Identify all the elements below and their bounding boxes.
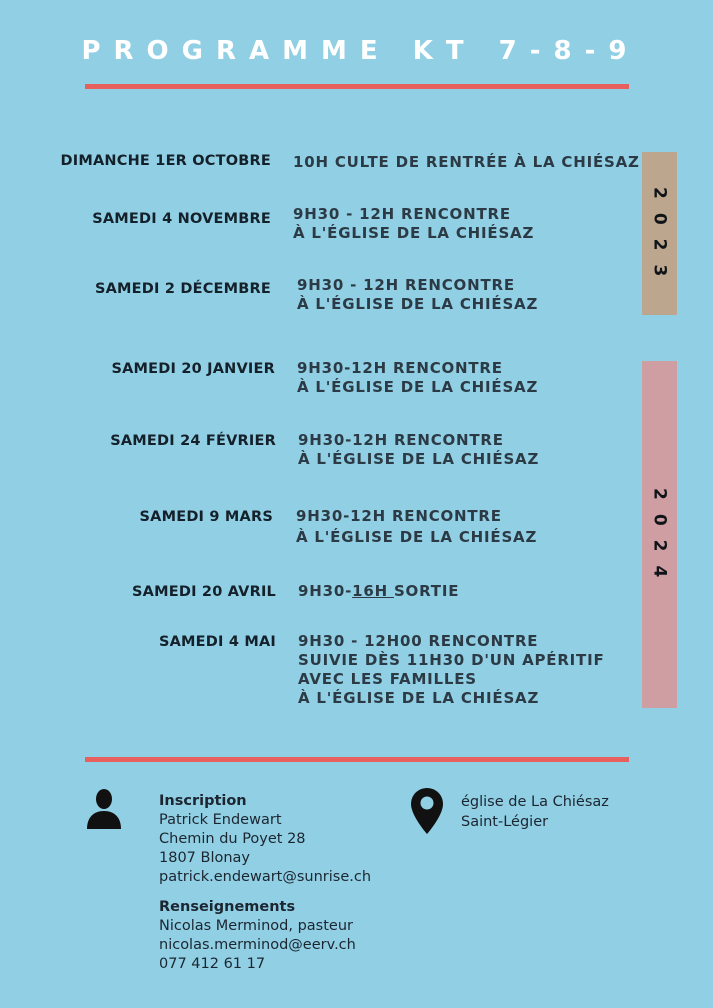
inscription-heading: Inscription — [159, 793, 247, 809]
event-description — [298, 431, 539, 469]
contact-block — [159, 792, 371, 974]
inscription-street: Chemin du Poyet 28 — [159, 831, 306, 847]
event-description — [296, 506, 537, 548]
event-line: 10H CULTE DE RENTRÉE À LA CHIÉSAZ — [293, 153, 640, 171]
location-name: église de La Chiésaz — [461, 794, 609, 810]
event-line: 9H30-12H RENCONTRE — [297, 359, 503, 377]
inscription-city: 1807 Blonay — [159, 850, 251, 866]
event-date: SAMEDI 20 JANVIER — [111, 361, 275, 377]
event-line: À L'ÉGLISE DE LA CHIÉSAZ — [293, 224, 535, 242]
event-description — [293, 153, 640, 172]
event-date: SAMEDI 24 FÉVRIER — [110, 433, 276, 449]
event-line: SORTIE — [393, 582, 460, 600]
event-line: 16H — [352, 582, 394, 600]
event-line: À L'ÉGLISE DE LA CHIÉSAZ — [297, 295, 539, 313]
location-block — [461, 792, 609, 832]
event-description — [293, 205, 534, 243]
info-email[interactable]: nicolas.merminod@eerv.ch — [159, 937, 356, 953]
event-description — [298, 582, 459, 601]
event-date: SAMEDI 4 MAI — [158, 634, 276, 650]
event-description — [297, 359, 538, 397]
event-line: SUIVIE DÈS 11H30 D'UN APÉRITIF — [298, 651, 605, 669]
year-bar-2024 — [642, 361, 677, 708]
event-line: 9H30 - 12H00 RENCONTRE — [298, 632, 539, 650]
event-date: SAMEDI 20 AVRIL — [132, 584, 276, 600]
event-description — [298, 632, 605, 708]
event-line: À L'ÉGLISE DE LA CHIÉSAZ — [298, 689, 540, 707]
event-date: SAMEDI 9 MARS — [139, 509, 273, 525]
year-label: 2024 — [649, 487, 670, 592]
location-city: Saint-Légier — [461, 814, 549, 830]
inscription-email[interactable]: patrick.endewart@sunrise.ch — [159, 869, 372, 885]
event-line: 9H30 - 12H RENCONTRE — [297, 276, 515, 294]
event-line: À L'ÉGLISE DE LA CHIÉSAZ — [298, 450, 540, 468]
year-bar-2023 — [642, 152, 677, 315]
event-line: À L'ÉGLISE DE LA CHIÉSAZ — [296, 528, 538, 546]
event-description — [297, 276, 538, 314]
person-icon — [86, 789, 122, 829]
event-line: 9H30-12H RENCONTRE — [298, 431, 504, 449]
event-line: 9H30 - 12H RENCONTRE — [293, 205, 511, 223]
bottom-divider — [85, 757, 629, 762]
event-line: 9H30-12H RENCONTRE — [296, 507, 502, 525]
event-date: SAMEDI 2 DÉCEMBRE — [94, 281, 271, 297]
inscription-name: Patrick Endewart — [159, 812, 282, 828]
event-line: AVEC LES FAMILLES — [298, 670, 477, 688]
info-name: Nicolas Merminod, pasteur — [159, 918, 353, 934]
info-heading: Renseignements — [159, 899, 296, 915]
top-divider — [85, 84, 629, 89]
event-date: SAMEDI 4 NOVEMBRE — [92, 211, 271, 227]
info-phone[interactable]: 077 412 61 17 — [159, 956, 266, 972]
page-title: PROGRAMME KT 7-8-9 — [81, 36, 640, 66]
year-label: 2023 — [649, 186, 670, 291]
event-line: À L'ÉGLISE DE LA CHIÉSAZ — [297, 378, 539, 396]
event-line: 9H30- — [298, 582, 353, 600]
event-date: DIMANCHE 1ER OCTOBRE — [60, 153, 271, 169]
map-pin-icon — [411, 788, 443, 834]
